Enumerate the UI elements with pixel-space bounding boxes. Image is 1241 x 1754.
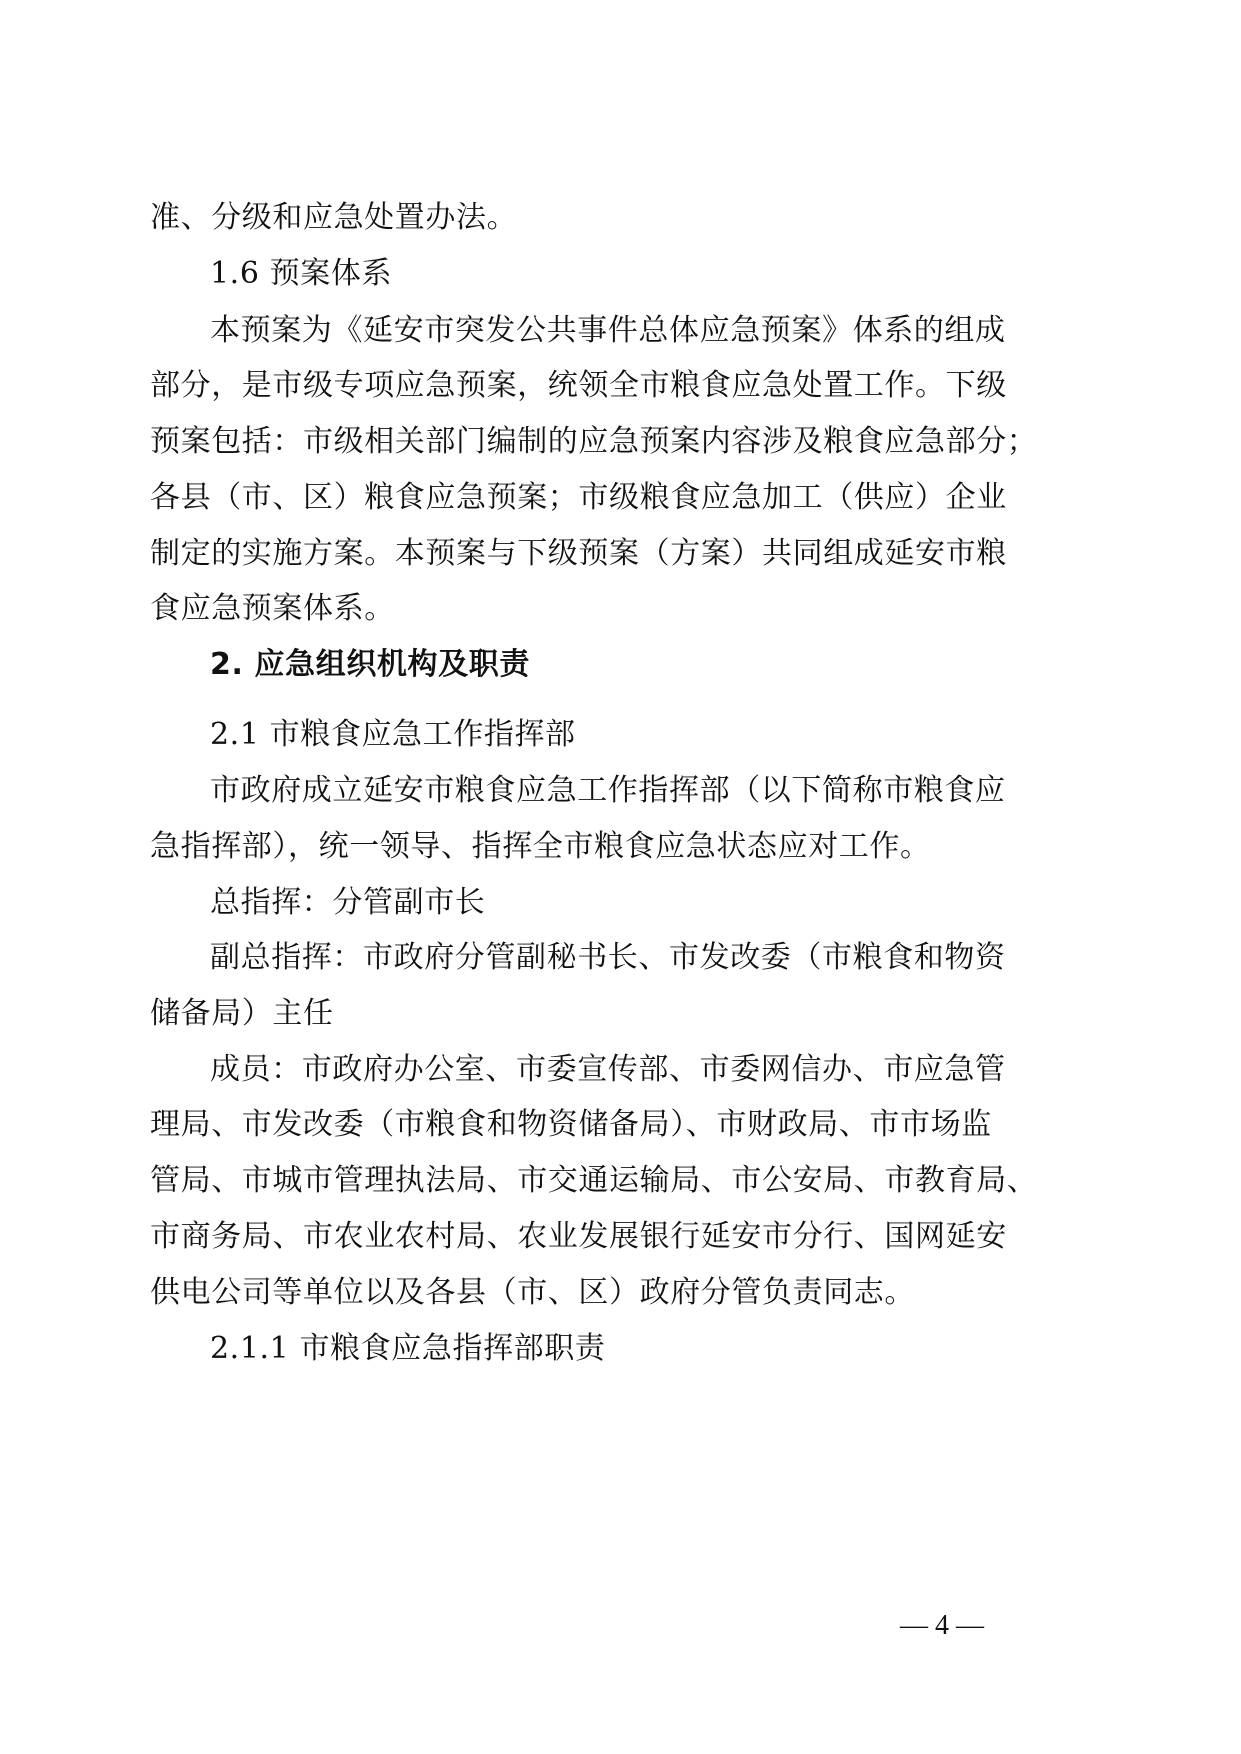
paragraph-line: 市政府成立延安市粮食应急工作指挥部（以下简称市粮食应: [210, 773, 1006, 808]
paragraph-line: 供电公司等单位以及各县（市、区）政府分管负责同志。: [150, 1275, 915, 1310]
paragraph-line: 成员：市政府办公室、市委宣传部、市委网信办、市应急管: [210, 1052, 1006, 1087]
paragraph-line: 准、分级和应急处置办法。: [150, 200, 518, 235]
paragraph-line: 副总指挥：市政府分管副秘书长、市发改委（市粮食和物资: [210, 940, 1006, 975]
page-number: — 4 —: [900, 1610, 984, 1641]
section-heading: 2.1 市粮食应急工作指挥部: [210, 717, 576, 752]
paragraph-line: 市商务局、市农业农村局、农业发展银行延安市分行、国网延安: [150, 1219, 1007, 1254]
paragraph-line: 食应急预案体系。: [150, 591, 395, 626]
paragraph-line: 管局、市城市管理执法局、市交通运输局、市公安局、市教育局、: [150, 1163, 1038, 1198]
paragraph-line: 理局、市发改委（市粮食和物资储备局）、市财政局、市市场监: [150, 1107, 992, 1142]
paragraph-line: 部分，是市级专项应急预案，统领全市粮食应急处置工作。下级: [150, 368, 1007, 403]
paragraph-line: 急指挥部），统一领导、指挥全市粮食应急状态应对工作。: [150, 829, 931, 864]
section-heading: 1.6 预案体系: [210, 256, 393, 291]
paragraph-line: 总指挥：分管副市长: [210, 885, 486, 920]
chapter-heading: 2. 应急组织机构及职责: [210, 647, 530, 682]
paragraph-line: 制定的实施方案。本预案与下级预案（方案）共同组成延安市粮: [150, 536, 1007, 571]
paragraph-line: 各县（市、区）粮食应急预案；市级粮食应急加工（供应）企业: [150, 480, 1007, 515]
paragraph-line: 储备局）主任: [150, 996, 334, 1031]
paragraph-line: 本预案为《延安市突发公共事件总体应急预案》体系的组成: [210, 313, 1006, 348]
section-heading: 2.1.1 市粮食应急指挥部职责: [210, 1331, 606, 1366]
paragraph-line: 预案包括：市级相关部门编制的应急预案内容涉及粮食应急部分；: [150, 424, 1038, 459]
